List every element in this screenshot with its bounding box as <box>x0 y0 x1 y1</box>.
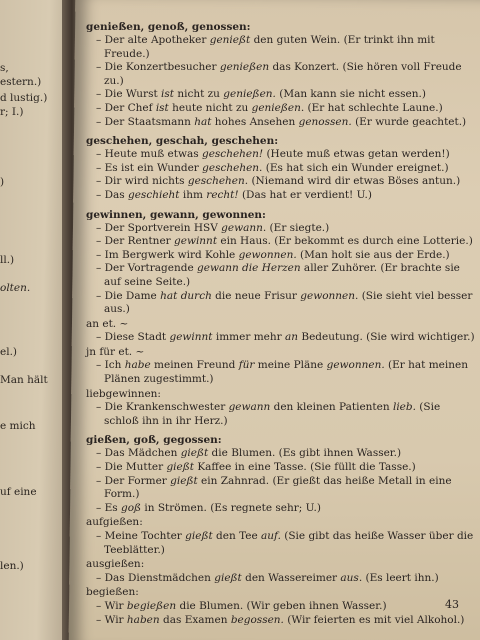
sentence-text: – Der Former <box>96 474 171 487</box>
italic-term: genießen <box>219 61 270 74</box>
sentence-text: – Das Dienstmädchen <box>96 571 215 584</box>
sentence-text: hohes Ansehen <box>211 115 299 128</box>
sentence-text: (Das hat er verdient! U.) <box>238 188 372 201</box>
example-sentence <box>86 530 478 557</box>
sentence-text: (Man kann sie nicht essen.) <box>275 88 426 101</box>
italic-term: gewinnt <box>174 235 218 248</box>
italic-term: gewonnen. <box>300 289 359 302</box>
example-sentence <box>86 331 478 345</box>
example-sentence <box>86 162 478 176</box>
example-sentence <box>86 600 478 614</box>
example-sentence <box>86 88 478 102</box>
sentence-text: (Wir feierten es mit viel Alkohol.) <box>283 613 465 626</box>
sentence-text: den guten Wein. (Er trinkt ihn mit Freude.) <box>104 34 435 60</box>
sentence-text: (Sie sieht viel besser aus.) <box>104 289 473 316</box>
sentence-text: – Wir <box>96 613 127 626</box>
left-page-fragment: s, <box>0 62 9 74</box>
example-sentence <box>86 175 478 189</box>
sub-headword <box>86 516 478 530</box>
example-sentence <box>86 235 478 249</box>
sentence-text: immer mehr <box>212 331 285 344</box>
sentence-text: jn für et. ~ <box>86 345 145 358</box>
sentence-text: den Wassereimer <box>241 571 341 584</box>
italic-term: gießt <box>214 571 242 584</box>
sentence-text: Bedeutung. (Sie wird wichtiger.) <box>298 331 475 344</box>
italic-term: aus. <box>340 571 363 584</box>
italic-term: begießen <box>126 599 177 612</box>
example-sentence <box>86 614 478 628</box>
dictionary-entry <box>86 433 478 627</box>
sub-headword <box>86 388 478 402</box>
example-sentence <box>86 61 478 88</box>
example-sentence <box>86 502 478 516</box>
sentence-text: – Dir wird nichts <box>96 175 188 188</box>
italic-term: geschehen. <box>187 175 249 188</box>
example-sentence <box>86 102 478 116</box>
headword: geschehen, geschah, geschehen: <box>86 135 279 148</box>
sentence-text: – Es ist ein Wunder <box>96 161 203 174</box>
left-page-fragment: ll.) <box>0 254 15 266</box>
italic-term: genießen. <box>251 101 305 114</box>
italic-term: gießt <box>180 447 209 460</box>
sentence-text: (Er hat schlechte Laune.) <box>304 101 443 114</box>
sentence-text: aufgießen: <box>86 516 143 529</box>
left-page-fragment: len.) <box>0 560 24 572</box>
sentence-text: ein Zahnrad. (Er gießt das heiße Metall in eine Form.) <box>104 474 452 501</box>
italic-term: gießt <box>170 474 198 487</box>
headword: genießen, genoß, genossen: <box>86 21 251 33</box>
sentence-text: (Heute muß etwas getan werden!) <box>263 148 450 161</box>
left-page-fragment: el.) <box>0 346 18 358</box>
sentence-text: ausgießen: <box>86 558 145 571</box>
italic-term: hat durch <box>160 289 212 302</box>
sentence-text: den kleinen Patienten <box>270 401 393 414</box>
sentence-text: (Er hat meinen Plänen zugestimmt.) <box>104 359 468 386</box>
italic-term: gewann <box>228 401 271 414</box>
sentence-text: – Meine Tochter <box>96 530 186 542</box>
left-page-fragment: r; I.) <box>0 106 24 118</box>
sentence-text: die neue Frisur <box>211 289 301 302</box>
italic-term: gewann die Herzen <box>197 262 301 275</box>
sub-headword <box>86 318 478 332</box>
sentence-text: in Strömen. (Es regnete sehr; U.) <box>141 501 321 514</box>
italic-term: gewann. <box>221 221 267 234</box>
italic-term: recht! <box>206 188 239 201</box>
sentence-text: – Das Mädchen <box>96 447 181 460</box>
sentence-text: an et. ~ <box>86 317 129 330</box>
sentence-text: das Konzert. (Sie hören voll Freude zu.) <box>104 61 462 87</box>
sentence-text: – Heute muß etwas <box>96 148 202 161</box>
example-sentence <box>86 116 478 130</box>
italic-term: gießt <box>185 530 213 542</box>
example-sentence <box>86 461 478 475</box>
sentence-text: – Die Mutter <box>96 461 167 474</box>
page-number: 43 <box>445 598 459 611</box>
sentence-text: (Er wurde geachtet.) <box>351 115 467 128</box>
dictionary-entry <box>86 20 478 129</box>
example-sentence <box>86 222 478 236</box>
italic-term: genießt <box>209 34 251 46</box>
italic-term: genießen. <box>223 88 276 101</box>
sentence-text: – Wir <box>96 599 127 612</box>
italic-term: geschehen! <box>201 148 264 161</box>
italic-term: begossen. <box>230 613 284 626</box>
example-sentence <box>86 34 478 61</box>
sentence-text: (Sie schloß ihn in ihr Herz.) <box>104 401 441 427</box>
example-sentence <box>86 572 478 586</box>
left-page-fragment: ) <box>0 176 5 188</box>
dictionary-entry <box>86 134 478 202</box>
example-sentence <box>86 475 478 502</box>
sentence-text: – Es <box>96 501 121 514</box>
dictionary-entries <box>86 20 478 632</box>
italic-term: gewonnen. <box>238 248 297 261</box>
example-sentence <box>86 401 478 428</box>
italic-term: gewonnen. <box>326 359 385 372</box>
sentence-text: (Es hat sich ein Wunder ereignet.) <box>262 161 449 174</box>
sub-headword <box>86 586 478 600</box>
italic-term: goß <box>120 501 142 514</box>
sub-headword <box>86 346 478 360</box>
sentence-text: das Examen <box>159 613 231 626</box>
left-page-fragment: olten. <box>0 282 31 294</box>
left-page-fragment: Man hält <box>0 374 48 386</box>
sentence-text: (Es leert ihn.) <box>362 571 439 584</box>
example-sentence <box>86 359 478 386</box>
italic-term: gewinnt <box>169 331 213 344</box>
left-page-fragment: estern.) <box>0 76 42 88</box>
example-sentence <box>86 148 478 162</box>
italic-term: habe <box>124 359 151 372</box>
example-sentence <box>86 447 478 461</box>
sentence-text: ein Haus. (Er bekommt es durch eine Lotterie.) <box>217 235 473 248</box>
sentence-text: – Der Sportverein HSV <box>96 221 222 234</box>
sentence-text: liebgewinnen: <box>86 387 161 400</box>
headword: gießen, goß, gegossen: <box>86 434 222 447</box>
italic-term: lieb. <box>392 401 416 414</box>
sentence-text: ihm <box>179 188 207 201</box>
sub-headword <box>86 558 478 572</box>
sentence-text: – Im Bergwerk wird Kohle <box>96 248 239 261</box>
italic-term: geschehen. <box>202 161 263 174</box>
italic-term: ist <box>161 88 174 101</box>
sentence-text: (Er siegte.) <box>266 221 330 234</box>
sentence-text: (Niemand wird dir etwas Böses antun.) <box>248 175 461 188</box>
sentence-text: die Blumen. (Wir geben ihnen Wasser.) <box>176 599 387 612</box>
left-page-fragment: uf eine <box>0 486 37 498</box>
italic-term: an <box>285 331 299 344</box>
sentence-text: meine Pläne <box>254 359 327 372</box>
sentence-text: – Der Staatsmann <box>96 115 195 128</box>
sentence-text: aller Zuhörer. (Er brachte sie auf seine Seite.) <box>104 262 460 288</box>
sentence-text: – Das <box>96 188 128 201</box>
italic-term: gießt <box>166 461 194 474</box>
sentence-text: – Die Wurst <box>96 88 162 101</box>
example-sentence <box>86 189 478 203</box>
sentence-text: – Die Krankenschwester <box>96 401 229 414</box>
left-page-fragment: e mich <box>0 420 36 432</box>
left-page-fragment: d lustig.) <box>0 92 48 104</box>
headword: gewinnen, gewann, gewonnen: <box>86 208 266 221</box>
sentence-text: – Die Dame <box>96 289 161 302</box>
italic-term: hat <box>194 115 212 128</box>
sentence-text: (Sie gibt das heiße Wasser über die Teeblätter.) <box>104 530 474 556</box>
sentence-text: begießen: <box>86 586 139 599</box>
sentence-text: – Ich <box>96 359 125 372</box>
sentence-text: meinen Freund <box>150 359 239 372</box>
example-sentence <box>86 262 478 289</box>
sentence-text: – Der Rentner <box>96 235 175 248</box>
example-sentence <box>86 249 478 263</box>
sentence-text: heute nicht zu <box>168 101 252 114</box>
sentence-text: den Tee <box>212 530 262 542</box>
sentence-text: – Die Konzertbesucher <box>96 61 220 74</box>
italic-term: haben <box>126 613 160 626</box>
sentence-text: – Diese Stadt <box>96 331 170 344</box>
sentence-text: Kaffee in eine Tasse. (Sie füllt die Tasse.) <box>193 461 416 474</box>
sentence-text: die Blumen. (Es gibt ihnen Wasser.) <box>208 447 402 460</box>
dictionary-entry <box>86 208 478 429</box>
sentence-text: nicht zu <box>173 88 224 101</box>
italic-term: für <box>238 359 255 372</box>
sentence-text: – Der Chef <box>96 101 156 114</box>
italic-term: auf. <box>261 530 281 542</box>
example-sentence <box>86 290 478 317</box>
italic-term: ist <box>155 101 169 114</box>
sentence-text: (Man holt sie aus der Erde.) <box>296 248 450 261</box>
sentence-text: – Der alte Apotheker <box>96 34 210 46</box>
sentence-text: – Der Vortragende <box>96 262 198 275</box>
italic-term: genossen. <box>298 115 352 128</box>
italic-term: geschieht <box>128 188 180 201</box>
